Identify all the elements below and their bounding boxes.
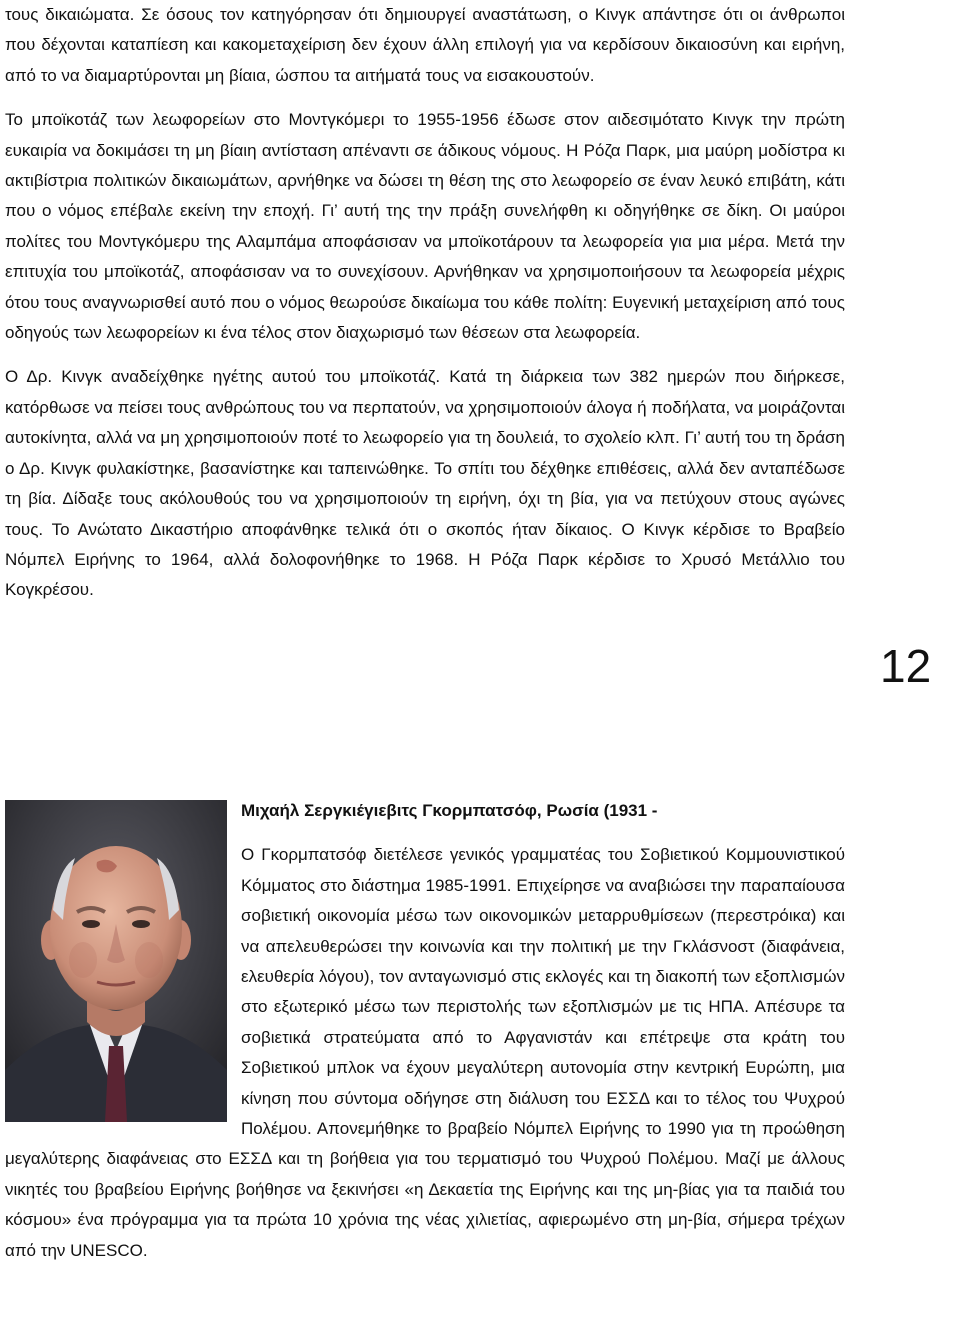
paragraph: Ο Γκορμπατσόφ διετέλεσε γενικός γραμματέας του Σοβιετικού Κομμουνιστικού Κόμματος στο διάστημα 1985-1991. Επιχείρησε να αναβιώσει την παραπαίουσα σοβιετική οικονομία μέσω των οικονομικών μεταρρυθμίσεων (περεστρόικα) και να απελευθερώσει την κοινωνία και την πολιτική με την Γκλάσνοστ (διαφάνεια, ελευθερία λόγου), τον ανταγωνισμό στις εκλογές και τη διακοπή των εξοπλισμών στο εξωτερικό μέσω των περιστολής των εξοπλισμών με τις ΗΠΑ. Απέσυρε τα σοβιετικά στρατεύματα από το Αφγανιστάν και επέτρεψε στα κράτη του Σοβιετικού μπλοκ να έχουν μεγαλύτερη αυτονομία στην κεντρική Ευρώπη, μια κίνηση που σύντομα οδήγησε στη διάλυση του ΕΣΣΔ και το τέλος του Ψυχρού Πολέμου. Απονεμήθηκε το βραβείο Νόμπελ Ειρήνης το 1990 για τη προώθηση μεγαλύτερης διαφάνειας στο ΕΣΣΔ και τη βοήθεια για του τερματισμό του Ψυχρού Πολέμου. Μαζί με άλλους νικητές του βραβείου Ειρήνης βοήθησε να ξεκινήσει «η Δεκαετία της Ειρήνης και της μη-βίας για τα παιδιά του κόσμου» ένα πρόγραμμα για τα πρώτα 10 χρόνια της νέας χιλιετίας, αφιερωμένο στη μη-βία, σήμερα τρέχων από την UNESCO. [5, 845, 845, 1260]
text-block-king [5, 0, 845, 606]
paragraph: Ο Δρ. Κινγκ αναδείχθηκε ηγέτης αυτού του μποϊκοτάζ. Κατά τη διάρκεια των 382 ημερών που διήρκεσε, κατόρθωσε να πείσει τους ανθρώπους του να περπατούν, να χρησιμοποιούν άλογα ή ποδήλατα, να μοιράζονται αυτοκίνητα, αλλά να μη χρησιμοποιούν ποτέ το λεωφορείο για τη δουλειά, το σχολείο κλπ. Γι’ αυτή του τη δράση ο Δρ. Κινγκ φυλακίστηκε, βασανίστηκε και ταπεινώθηκε. Το σπίτι του δέχθηκε επιθέσεις, αλλά δεν ανταπέδωσε τη βία. Δίδαξε τους ακόλουθούς του να χρησιμοποιούν τη ειρήνη, όχι τη βία, για να πετύχουν στους αγώνες τους. Το Ανώτατο Δικαστήριο αποφάνθηκε τελικά ότι ο σκοπός ήταν δίκαιος. Ο Κινγκ κέρδισε το Βραβείο Νόμπελ Ειρήνης το 1964, αλλά δολοφονήθηκε το 1968. Η Ρόζα Παρκ κέρδισε το Χρυσό Μετάλλιο του Κογκρέσου. [5, 367, 845, 600]
page-number: 12 [880, 640, 932, 692]
paragraph: τους δικαιώματα. Σε όσους τον κατηγόρησαν ότι δημιουργεί αναστάτωση, ο Κινγκ απάντησε ότι οι άνθρωποι που δέχονται καταπίεση και κακομεταχείριση δεν έχουν άλλη επιλογή για να κερδίσουν δικαιοσύνη και ειρήνη, από το να διαμαρτύρονται μη βίαια, ώσπου τα αιτήματά τους να εισακουστούν. [5, 5, 845, 85]
paragraph: Το μποϊκοτάζ των λεωφορείων στο Μοντγκόμερι το 1955-1956 έδωσε στον αιδεσιμότατο Κινγκ την πρώτη ευκαιρία να δοκιμάσει τη μη βίαιη αντίσταση απέναντι σε άδικους νόμους. Η Ρόζα Παρκ, μια μαύρη μοδίστρα κι ακτιβίστρια πολιτικών δικαιωμάτων, αρνήθηκε να δώσει τη θέση της στο λεωφορείο σε έναν λευκό επιβάτη, κάτι που ο νόμος επέβαλε εκείνη την εποχή. Γι’ αυτή της την πράξη συνελήφθη κι οδηγήθηκε σε δίκη. Οι μαύροι πολίτες του Μοντγκόμερυ της Αλαμπάμα αποφάσισαν να μποϊκοτάρουν τα λεωφορεία για μια μέρα. Μετά την επιτυχία του μποϊκοτάζ, αποφάσισαν να το συνεχίσουν. Αρνήθηκαν να χρησιμοποιήσουν τα λεωφορεία μέχρις ότου τους αναγνωρισθεί αυτό που ο νόμος θεωρούσε δικαίωμα του κάθε πολίτη: Ευγενική μεταχείριση από τους οδηγούς των λεωφορείων κι ένα τέλος στον διαχωρισμό των θέσεων στα λεωφορεία. [5, 110, 845, 343]
text-block-gorbachev [5, 796, 845, 1266]
section-heading: Μιχαήλ Σεργκιέγιεβιτς Γκορμπατσόφ, Ρωσία (1931 - [241, 801, 658, 820]
portrait-spacer [5, 796, 241, 1141]
